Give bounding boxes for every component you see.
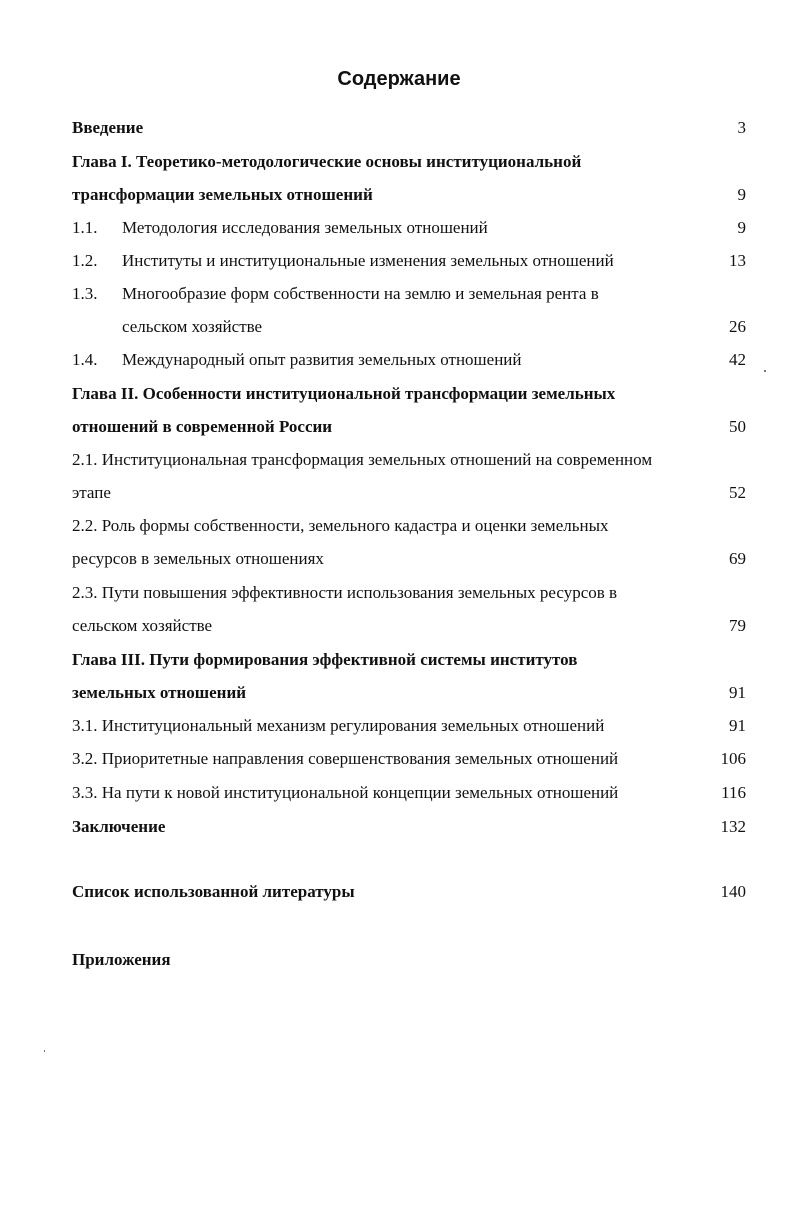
toc-chapter-1-line1 [72,152,746,172]
toc-section-1-3-line2 [72,317,746,337]
toc-section-2-1-line2 [72,483,746,503]
scan-speck [44,1050,45,1052]
toc-entry-text: этапе [72,483,111,502]
toc-entry-text: Институты и институциональные изменения земельных отношений [122,251,614,270]
toc-page-number: 50 [729,417,746,436]
toc-chapter-2-line1 [72,384,746,404]
toc-page-number: 9 [737,218,746,237]
toc-page-number: 42 [729,350,746,369]
toc-entry-text: Международный опыт развития земельных отношений [122,350,522,369]
toc-page-number: 69 [729,549,746,568]
toc-entry-conclusion [72,817,746,837]
toc-section-2-2-line1 [72,516,746,536]
toc-page-number: 13 [729,251,746,270]
toc-page-number: 3 [737,118,746,137]
toc-section-3-1 [72,716,746,736]
toc-page-number: 79 [729,616,746,635]
toc-section-1-2 [72,251,746,271]
toc-section-number: 1.3. [72,284,98,303]
toc-entry-references [72,882,746,902]
toc-entry-text: 3.1. Институциональный механизм регулирования земельных отношений [72,716,605,735]
toc-entry-text: 3.3. На пути к новой институциональной концепции земельных отношений [72,783,619,802]
toc-entry-text: сельском хозяйстве [122,317,263,336]
toc-page-number: 132 [720,817,746,836]
toc-entry-text: Список использованной литературы [72,882,355,901]
toc-chapter-3-line2 [72,683,746,703]
toc-section-2-2-line2 [72,549,746,569]
toc-page-number: 116 [721,783,746,802]
toc-section-1-3-line1 [72,284,746,304]
toc-entry-text: 2.3. Пути повышения эффективности использования земельных ресурсов в [72,583,618,602]
toc-entry-text: Заключение [72,817,166,836]
toc-entry-text: Методология исследования земельных отношений [122,218,488,237]
toc-section-number: 1.1. [72,218,98,237]
toc-entry-text: Глава II. Особенности институциональной трансформации земельных [72,384,616,403]
toc-section-1-1 [72,218,746,238]
toc-page-number: 26 [729,317,746,336]
toc-entry-text: Приложения [72,950,171,969]
toc-entry-text: земельных отношений [72,683,247,702]
toc-section-number: 1.2. [72,251,98,270]
toc-entry-text: Глава III. Пути формирования эффективной системы институтов [72,650,578,669]
toc-page-number: 91 [729,716,746,735]
toc-entry-text: сельском хозяйстве [72,616,213,635]
toc-chapter-3-line1 [72,650,746,670]
toc-section-1-4 [72,350,746,370]
toc-page-number: 106 [720,749,746,768]
toc-page-number: 52 [729,483,746,502]
toc-section-number: 1.4. [72,350,98,369]
toc-entry-intro [72,118,746,138]
toc-section-2-3-line1 [72,583,746,603]
toc-entry-text: 2.2. Роль формы собственности, земельного кадастра и оценки земельных [72,516,609,535]
toc-entry-text: ресурсов в земельных отношениях [72,549,324,568]
toc-entry-text: 2.1. Институциональная трансформация земельных отношений на современном [72,450,653,469]
toc-section-2-1-line1 [72,450,746,470]
toc-section-2-3-line2 [72,616,746,636]
toc-entry-text: Многообразие форм собственности на землю и земельная рента в [122,284,599,303]
toc-chapter-2-line2 [72,417,746,437]
toc-entry-text: 3.2. Приоритетные направления совершенствования земельных отношений [72,749,619,768]
toc-chapter-1-line2 [72,185,746,205]
toc-title: Содержание [337,68,461,90]
toc-page-number: 91 [729,683,746,702]
toc-page-number: 140 [720,882,746,901]
toc-entry-text: отношений в современной России [72,417,333,436]
toc-entry-text: трансформации земельных отношений [72,185,373,204]
toc-section-3-2 [72,749,746,769]
toc-entry-text: Введение [72,118,144,137]
scan-speck [764,370,766,372]
toc-entry-appendix [72,950,746,970]
toc-page-number: 9 [737,185,746,204]
toc-entry-text: Глава I. Теоретико-методологические основы институциональной [72,152,582,171]
toc-section-3-3 [72,783,746,803]
